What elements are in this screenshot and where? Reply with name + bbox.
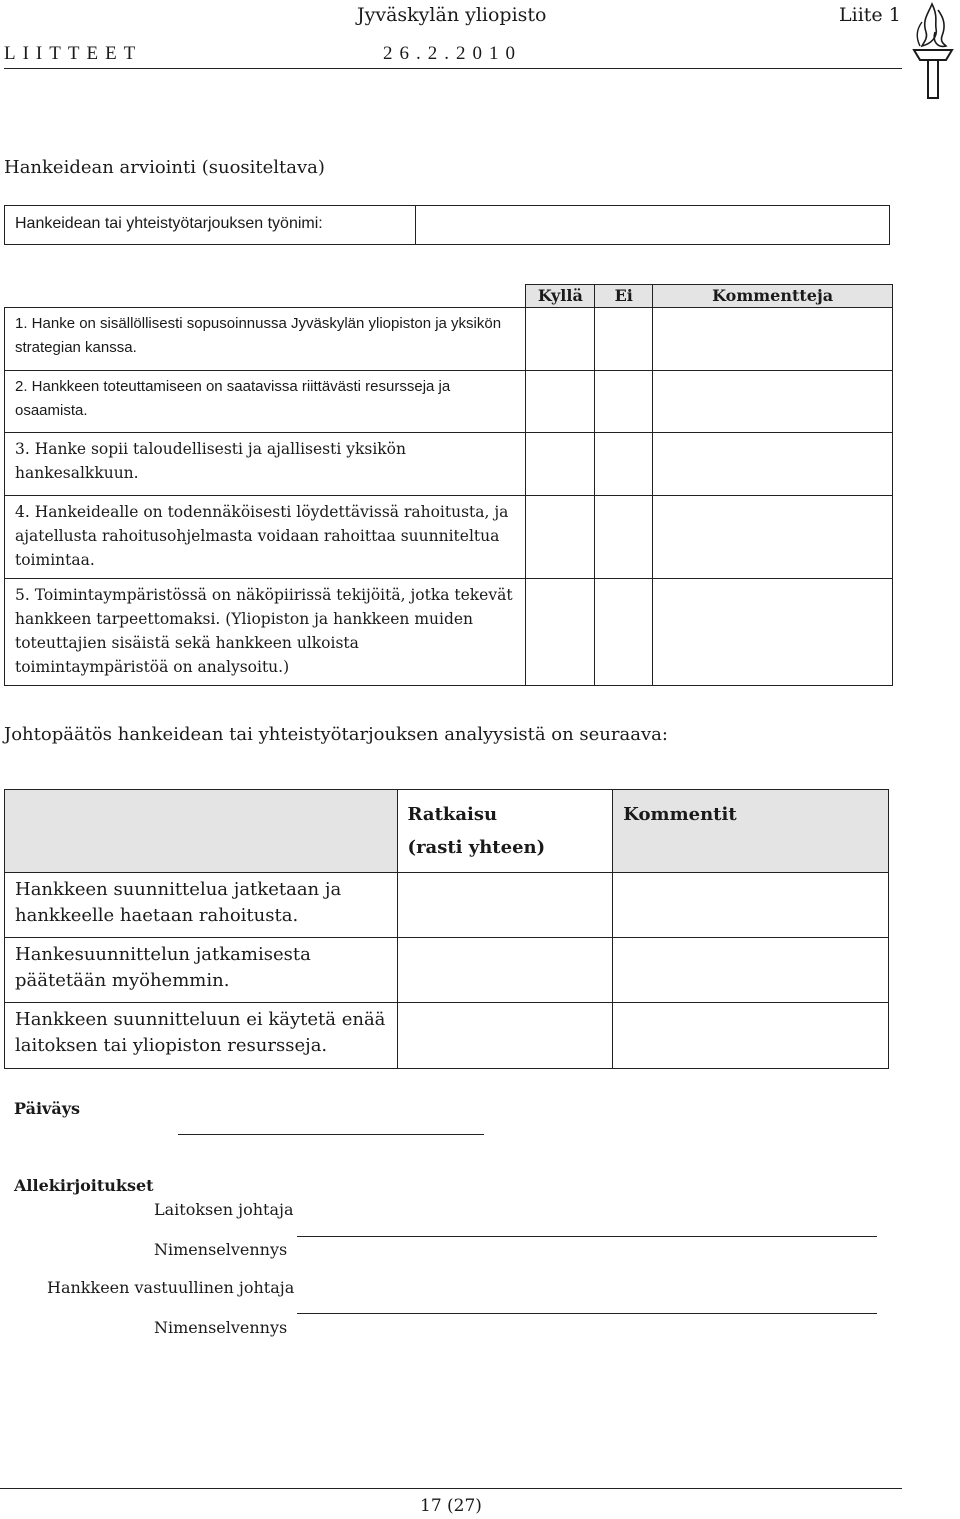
criterion-5: 5. Toimintaympäristössä on näköpiirissä tekijöitä, jotka tekevät hankkeen tarpeettomaksi. (Yliopiston ja hankkeen muiden toteuttajien sisäistä sekä hankkeen ulkoista toimintaympäristöä on analysoitu.) xyxy=(5,579,526,686)
project-head-label: Hankkeen vastuullinen johtaja xyxy=(47,1278,295,1297)
project-head-signature-line[interactable] xyxy=(297,1313,877,1314)
dept-head-signature-line[interactable] xyxy=(297,1236,877,1237)
criterion-3-yes-cell[interactable] xyxy=(526,433,595,496)
criteria-table xyxy=(4,284,893,686)
signatures-label: Allekirjoitukset xyxy=(14,1176,154,1195)
decision-option-1: Hankkeen suunnittelua jatketaan ja hankkeelle haetaan rahoitusta. xyxy=(5,873,398,938)
table-row xyxy=(5,873,889,938)
header-rule xyxy=(4,68,902,69)
table-row xyxy=(5,938,889,1003)
criterion-2: 2. Hankkeen toteuttamiseen on saatavissa riittävästi resursseja ja osaamista. xyxy=(5,371,526,433)
torch-logo-icon xyxy=(908,2,958,100)
criterion-5-no-cell[interactable] xyxy=(595,579,653,686)
criterion-3-comment-cell[interactable] xyxy=(653,433,893,496)
decision-option-3-check-cell[interactable] xyxy=(397,1003,613,1069)
col-comments: Kommentteja xyxy=(653,285,893,308)
decision-option-2: Hankesuunnittelun jatkamisesta päätetään myöhemmin. xyxy=(5,938,398,1003)
decision-option-3-comment-cell[interactable] xyxy=(613,1003,889,1069)
table-row xyxy=(5,371,893,433)
name-clarification-1-label: Nimenselvennys xyxy=(154,1240,288,1259)
decision-option-1-comment-cell[interactable] xyxy=(613,873,889,938)
attachment-label: Liite 1 xyxy=(839,4,901,26)
criterion-2-no-cell[interactable] xyxy=(595,371,653,433)
form-title: Hankeidean arviointi (suositeltava) xyxy=(4,157,325,178)
conclusion-title: Johtopäätös hankeidean tai yhteistyötarjouksen analyysistä on seuraava: xyxy=(4,724,668,745)
section-label: LIITTEET xyxy=(4,43,143,64)
document-date: 26.2.2010 xyxy=(383,43,522,64)
criterion-1: 1. Hanke on sisällöllisesti sopusoinnussa Jyväskylän yliopiston ja yksikön strategian kanssa. xyxy=(5,308,526,371)
col-no: Ei xyxy=(595,285,653,308)
table-row xyxy=(5,433,893,496)
table-row xyxy=(5,308,893,371)
criterion-5-yes-cell[interactable] xyxy=(526,579,595,686)
table-row xyxy=(5,1003,889,1069)
criterion-1-no-cell[interactable] xyxy=(595,308,653,371)
name-clarification-2-label: Nimenselvennys xyxy=(154,1318,288,1337)
criterion-4: 4. Hankeidealle on todennäköisesti löydettävissä rahoitusta, ja ajatellusta rahoitusohjelmasta voidaan rahoittaa suunniteltua toimintaa. xyxy=(5,496,526,579)
criterion-1-yes-cell[interactable] xyxy=(526,308,595,371)
decision-header-row xyxy=(5,790,889,873)
table-row xyxy=(5,496,893,579)
criteria-header-blank xyxy=(5,285,526,308)
decision-header-blank xyxy=(5,790,398,873)
criterion-1-comment-cell[interactable] xyxy=(653,308,893,371)
decision-option-2-comment-cell[interactable] xyxy=(613,938,889,1003)
criterion-4-no-cell[interactable] xyxy=(595,496,653,579)
table-row xyxy=(5,579,893,686)
criterion-4-comment-cell[interactable] xyxy=(653,496,893,579)
decision-option-3: Hankkeen suunnitteluun ei käytetä enää laitoksen tai yliopiston resursseja. xyxy=(5,1003,398,1069)
date-line[interactable] xyxy=(178,1134,484,1135)
col-yes: Kyllä xyxy=(526,285,595,308)
criterion-4-yes-cell[interactable] xyxy=(526,496,595,579)
decision-col-hint: (rasti yhteen) xyxy=(407,837,546,858)
comments-col-header: Kommentit xyxy=(613,790,889,873)
decision-col-title: Ratkaisu xyxy=(407,804,498,825)
dept-head-label: Laitoksen johtaja xyxy=(154,1200,294,1219)
decision-table xyxy=(4,789,889,1069)
date-label: Päiväys xyxy=(14,1099,81,1118)
criterion-5-comment-cell[interactable] xyxy=(653,579,893,686)
project-name-field[interactable] xyxy=(416,206,889,244)
criterion-3: 3. Hanke sopii taloudellisesti ja ajallisesti yksikön hankesalkkuun. xyxy=(5,433,526,496)
criterion-3-no-cell[interactable] xyxy=(595,433,653,496)
decision-option-1-check-cell[interactable] xyxy=(397,873,613,938)
footer-rule xyxy=(0,1488,902,1489)
criterion-2-yes-cell[interactable] xyxy=(526,371,595,433)
criterion-2-comment-cell[interactable] xyxy=(653,371,893,433)
project-name-label: Hankeidean tai yhteistyötarjouksen työnimi: xyxy=(15,215,323,232)
criteria-header-row xyxy=(5,285,893,308)
project-name-row xyxy=(4,205,890,245)
decision-option-2-check-cell[interactable] xyxy=(397,938,613,1003)
decision-col-header xyxy=(397,790,613,873)
university-name: Jyväskylän yliopisto xyxy=(357,4,547,26)
page-number: 17 (27) xyxy=(420,1496,482,1516)
